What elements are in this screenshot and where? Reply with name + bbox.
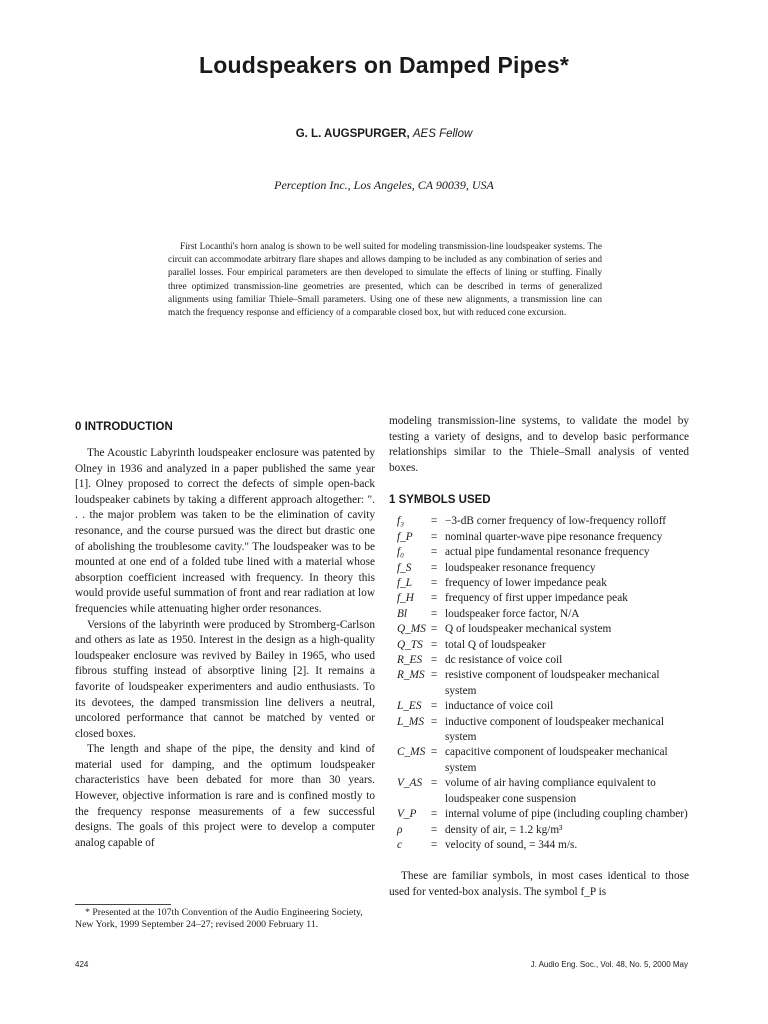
symbol: R_MS xyxy=(397,669,425,682)
symbol-definition: actual pipe fundamental resonance frequency xyxy=(445,546,650,559)
symbol: Bl xyxy=(397,607,408,620)
intro-paragraph: The length and shape of the pipe, the density and kind of material used for damping, and the optimum loudspeaker characteristics have been debated for more than 30 years. However, objective information is rare and is confined mostly to the frequency response measurements of a few successful designs. The goals of this project were to develop a computer analog capable of xyxy=(75,743,375,849)
symbol-definition: loudspeaker force factor, N/A xyxy=(445,607,580,620)
intro-paragraph: The Acoustic Labyrinth loudspeaker enclosure was patented by Olney in 1936 and analyzed in a paper published the same year [1]. Olney proposed to correct the defects of simple open-back loudspeaker cabinets by taking a different approach altogether: ". . . the major problem was taken to be the elimination of cavity resonance, and the course pursued was the direct but drastic one of abolishing the troublesome cavity." The loudspeaker was to be mounted at one end of a folded tube lined with a material whose absorption coefficient increased with frequency. In theory this would provide useful summation of front and rear radiation at low frequencies while attenuating higher order resonances. xyxy=(75,447,375,615)
symbol-row xyxy=(389,823,689,838)
symbol: L_MS xyxy=(397,715,424,728)
symbol-list xyxy=(389,514,689,853)
symbol-row xyxy=(389,530,689,545)
symbol-row xyxy=(389,699,689,714)
equals: = xyxy=(430,700,438,713)
symbol-definition: internal volume of pipe (including coupling chamber) xyxy=(445,808,688,821)
footnote: * Presented at the 107th Convention of the Audio Engineering Society, New York, 1999 September 24–27; revised 2000 February 11. xyxy=(75,907,363,931)
author-name: G. L. AUGSPURGER, xyxy=(295,128,410,140)
symbol-definition: loudspeaker resonance frequency xyxy=(445,561,596,574)
symbol: V_P xyxy=(397,808,417,821)
equals: = xyxy=(430,638,438,651)
equals: = xyxy=(430,607,438,620)
symbol: c xyxy=(397,838,403,851)
equals: = xyxy=(430,623,438,636)
symbol: V_AS xyxy=(397,777,423,790)
left-column xyxy=(75,414,375,851)
equals: = xyxy=(430,669,438,682)
equals: = xyxy=(430,530,438,543)
section-heading-symbols: 1 SYMBOLS USED xyxy=(389,494,491,507)
equals: = xyxy=(430,777,438,790)
symbol: L_ES xyxy=(397,700,422,713)
symbol-row xyxy=(389,668,689,699)
equals: = xyxy=(430,838,438,851)
author-role: AES Fellow xyxy=(412,128,473,140)
symbol-row xyxy=(389,607,689,622)
intro-paragraph: Versions of the labyrinth were produced by Stromberg-Carlson and others as late as 1950. Interest in the design as a high-quality loudspeaker enclosure was revived by Bailey in 1965, who used fibrous stuffing instead of absorptive lining [2]. It remains a favorite of loudspeaker experimenters and audio enthusiasts. To its devotees, the damped transmission line delivers a neutral, uncolored performance that cannot be matched by vented or closed boxes. xyxy=(75,618,375,740)
symbol-row xyxy=(389,576,689,591)
equals: = xyxy=(430,561,438,574)
symbol: R_ES xyxy=(397,654,423,667)
symbol-row xyxy=(389,745,689,776)
symbol-definition: resistive component of loudspeaker mechanical system xyxy=(445,669,660,697)
intro-continuation: modeling transmission-line systems, to validate the model by testing a variety of designs, and to develop basic performance relationships similar to the Thiele–Small analysis of vented boxes. xyxy=(389,415,689,474)
symbol: f₃ xyxy=(397,515,405,528)
journal-citation: J. Audio Eng. Soc., Vol. 48, No. 5, 2000 May xyxy=(530,960,688,969)
symbol-definition: Q of loudspeaker mechanical system xyxy=(445,623,612,636)
affiliation: Perception Inc., Los Angeles, CA 90039, USA xyxy=(274,178,494,192)
symbol: C_MS xyxy=(397,746,426,759)
symbol: f_H xyxy=(397,592,414,605)
symbol-row xyxy=(389,838,689,853)
equals: = xyxy=(430,808,438,821)
section-heading-introduction: 0 INTRODUCTION xyxy=(75,421,173,433)
symbols-note: These are familiar symbols, in most cases identical to those used for vented-box analysis. The symbol f_P is xyxy=(389,870,689,898)
paper-title: Loudspeakers on Damped Pipes* xyxy=(198,52,570,78)
symbol: ρ xyxy=(397,823,403,836)
author-line xyxy=(0,128,768,140)
symbol-row xyxy=(389,591,689,606)
symbol-definition: total Q of loudspeaker xyxy=(445,638,546,651)
symbol-definition: capacitive component of loudspeaker mechanical system xyxy=(445,746,668,774)
equals: = xyxy=(430,823,438,836)
symbol: Q_TS xyxy=(397,638,423,651)
symbol-row xyxy=(389,514,689,529)
symbol-row xyxy=(389,715,689,746)
symbol-definition: frequency of first upper impedance peak xyxy=(445,592,628,605)
equals: = xyxy=(430,577,438,589)
symbol-row xyxy=(389,653,689,668)
symbol-definition: inductive component of loudspeaker mechanical system xyxy=(445,715,664,744)
equals: = xyxy=(430,515,438,528)
symbol-definition: volume of air having compliance equivalent to loudspeaker cone suspension xyxy=(445,777,656,805)
symbol-row xyxy=(389,622,689,637)
equals: = xyxy=(430,592,438,605)
symbol-row xyxy=(389,545,689,560)
symbol-row xyxy=(389,776,689,807)
symbol: f_L xyxy=(397,577,413,589)
symbol-definition: density of air, = 1.2 kg/m³ xyxy=(445,823,563,836)
footnote-rule xyxy=(75,904,171,905)
symbol-definition: velocity of sound, = 344 m/s. xyxy=(445,838,578,851)
equals: = xyxy=(430,746,438,759)
symbol-row xyxy=(389,638,689,653)
equals: = xyxy=(430,546,438,559)
symbol-definition: nominal quarter-wave pipe resonance frequency xyxy=(445,530,663,543)
abstract: First Locanthi's horn analog is shown to be well suited for modeling transmission-line loudspeaker systems. The circuit can accommodate arbitrary flare shapes and allows damping to be included as any combination of series and parallel losses. Four empirical parameters are then developed to simulate the effects of lining or stuffing. Finally three optimized transmission-line geometries are presented, which can be described in terms of generalized alignments using familiar Thiele–Small parameters. Using one of these new alignments, a transmission line can match the frequency response and efficiency of a comparable closed box, but with reduced cone excursion. xyxy=(168,242,602,319)
symbol: Q_MS xyxy=(397,623,426,636)
symbol-definition: −3-dB corner frequency of low-frequency rolloff xyxy=(445,515,667,528)
symbol-row xyxy=(389,561,689,576)
symbol-definition: frequency of lower impedance peak xyxy=(445,577,607,589)
symbol: f₀ xyxy=(397,546,405,559)
equals: = xyxy=(430,654,438,667)
page-number: 424 xyxy=(75,960,89,969)
symbol-definition: dc resistance of voice coil xyxy=(445,654,563,667)
symbol: f_P xyxy=(397,530,413,543)
symbol-definition: inductance of voice coil xyxy=(445,700,554,713)
right-column xyxy=(389,414,689,901)
equals: = xyxy=(430,715,438,728)
symbol: f_S xyxy=(397,561,412,574)
symbol-row xyxy=(389,807,689,822)
